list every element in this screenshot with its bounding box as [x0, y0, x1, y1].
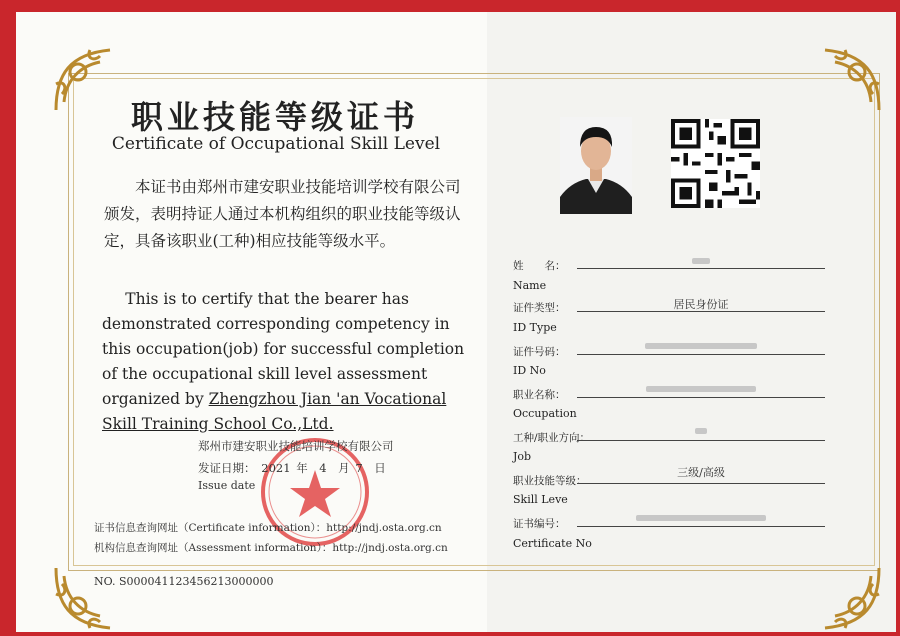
id-no-label-cn: 证件号码： [513, 346, 566, 358]
certificate-statement-cn [104, 174, 472, 255]
id-type-label-cn: 证件类型： [513, 302, 566, 314]
name-label-cn: 姓 名： [513, 260, 566, 272]
skill-level-value: 三级/高级 [677, 466, 725, 479]
skill-level-field-line [577, 483, 825, 484]
cert-no-field-line [577, 526, 825, 527]
issue-month: 4 [319, 461, 327, 475]
corner-ornament-icon [813, 44, 885, 116]
certificate-statement-en [102, 287, 473, 437]
issue-date [198, 460, 386, 476]
cert-no-value-redacted [577, 511, 825, 524]
occupation-label-en: Occupation [513, 407, 577, 420]
job-label-cn: 工种/职业方向： [513, 432, 591, 444]
issuer-name: 郑州市建安职业技能培训学校有限公司 [198, 439, 394, 453]
name-field-line [577, 268, 825, 269]
issue-year: 2021 [261, 461, 291, 475]
issue-day: 7 [355, 461, 363, 475]
issue-year-unit: 年 [296, 461, 308, 475]
skill-level-label-en: Skill Leve [513, 493, 568, 506]
qr-code-icon [670, 119, 761, 208]
certificate-title-cn: 职业技能等级证书 [130, 98, 419, 136]
statement-en-text: This is to certify that the bearer has demonstrated corresponding competency in this occupation(job) for successful completion of the occupational skill level assessment organized by [102, 290, 465, 408]
id-type-value: 居民身份证 [673, 298, 729, 311]
holder-photo [560, 117, 632, 214]
occupation-label-cn: 职业名称： [513, 389, 566, 401]
job-field-line [577, 440, 825, 441]
corner-ornament-icon [50, 562, 122, 634]
issue-date-label: 发证日期： [198, 461, 256, 475]
issue-month-unit: 月 [338, 461, 350, 475]
name-label-en: Name [513, 279, 547, 292]
occupation-field-line [577, 397, 825, 398]
certificate-info-url: 证书信息查询网址（Certificate information）：http://jndj.osta.org.cn [94, 522, 442, 534]
id-type-label-en: ID Type [513, 321, 557, 334]
job-label-en: Job [513, 450, 532, 463]
skill-level-label-cn: 职业技能等级： [513, 475, 587, 487]
organization-name: Zhengzhou Jian 'an Vocational Skill Training School Co.,Ltd. [102, 390, 447, 433]
assessment-info-url: 机构信息查询网址（Assessment information）：http://jndj.osta.org.cn [94, 542, 448, 554]
certificate-title-en: Certificate of Occupational Skill Level [111, 134, 441, 154]
job-value-redacted [577, 424, 825, 437]
statement-cn-text: 本证书由郑州市建安职业技能培训学校有限公司颁发，表明持证人通过本机构组织的职业技能等级认定，具备该职业(工种)相应技能等级水平。 [104, 178, 461, 250]
id-no-label-en: ID No [513, 364, 546, 377]
id-no-value-redacted [577, 339, 825, 352]
issue-day-unit: 日 [374, 461, 386, 475]
certificate-serial-number: NO. S000041123456213000000 [94, 575, 274, 588]
id-no-field-line [577, 354, 825, 355]
name-value-redacted [577, 254, 825, 267]
cert-no-label-cn: 证书编号： [513, 518, 566, 530]
cert-no-label-en: Certificate No [513, 537, 592, 550]
corner-ornament-icon [813, 562, 885, 634]
occupation-value-redacted [577, 382, 825, 395]
issue-date-label-en: Issue date [198, 479, 256, 492]
corner-ornament-icon [50, 44, 122, 116]
